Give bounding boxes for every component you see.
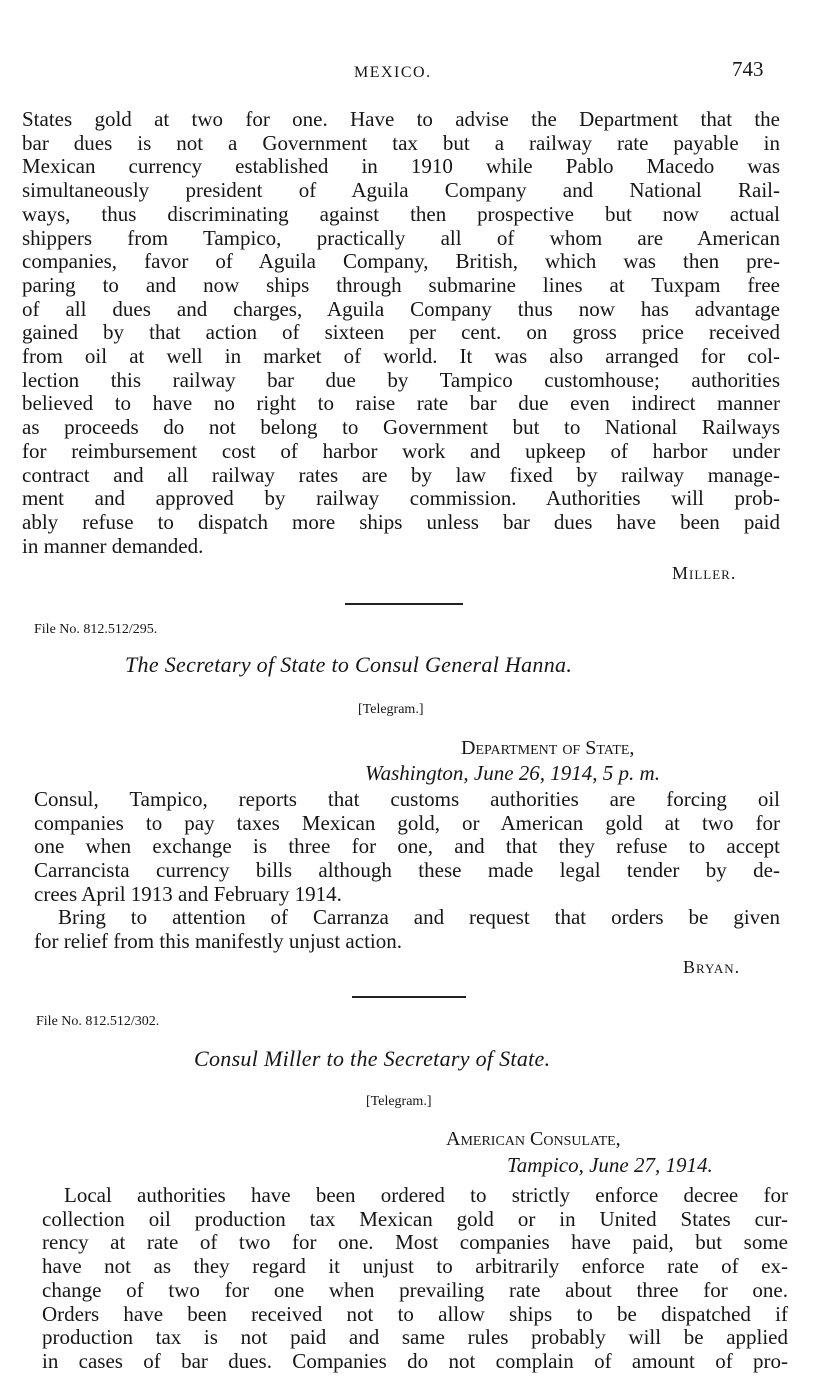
text-line: production tax is not paid and same rules probably will be applied (42, 1325, 788, 1350)
text-line: change of two for one when prevailing rate about three for one. (42, 1277, 788, 1302)
file-number: File No. 812.512/302. (36, 1014, 160, 1029)
telegram-label: [Telegram.] (366, 1094, 432, 1109)
page-number: 743 (732, 57, 764, 81)
text-line: gained by that action of sixteen per cent. on gross price received (22, 320, 780, 345)
text-line: Consul, Tampico, reports that customs authorities are forcing oil (34, 787, 780, 811)
text-line: of all dues and charges, Aguila Company thus now has advantage (22, 296, 780, 321)
file-number: File No. 812.512/295. (34, 622, 158, 637)
text-line: lection this railway bar due by Tampico customhouse; authorities (22, 367, 780, 392)
text-line: paring to and now ships through submarine lines at Tuxpam free (22, 272, 780, 297)
text-line: one when exchange is three for one, and that they refuse to accept (34, 834, 780, 859)
text-line: Carrancista currency bills although these made legal tender by de- (34, 858, 780, 883)
text-line: crees April 1913 and February 1914. (34, 881, 342, 906)
dateline: Washington, June 26, 1914, 5 p. m. (365, 761, 660, 785)
text-line: bar dues is not a Government tax but a railway rate payable in (22, 130, 780, 155)
text-line: rency at rate of two for one. Most companies have paid, but some (42, 1230, 788, 1255)
text-line: simultaneously president of Aguila Company and National Rail- (22, 178, 780, 203)
text-line: Mexican currency established in 1910 while Pablo Macedo was (22, 154, 780, 179)
text-line: companies, favor of Aguila Company, British, which was then pre- (22, 249, 780, 274)
sender-line: American Consulate, (446, 1128, 621, 1150)
text-line: as proceeds do not belong to Government but to National Railways (22, 415, 780, 440)
text-line: Local authorities have been ordered to strictly enforce decree for (64, 1183, 788, 1207)
doc2-paragraph-2 (34, 906, 780, 953)
text-line: Bring to attention of Carranza and request that orders be given (58, 905, 780, 929)
running-head: MEXICO. (354, 64, 432, 81)
text-line: from oil at well in market of world. It was also arranged for col- (22, 344, 780, 369)
text-line: have not as they regard it unjust to arbitrarily enforce rate of ex- (42, 1254, 788, 1279)
text-line: for relief from this manifestly unjust action. (34, 928, 402, 953)
text-line: States gold at two for one. Have to advise the Department that the (22, 107, 780, 131)
signature-miller: Miller. (672, 563, 737, 583)
text-line: shippers from Tampico, practically all of whom are American (22, 225, 780, 250)
text-line: contract and all railway rates are by law fixed by railway manage- (22, 462, 780, 487)
text-line: Orders have been received not to allow ships to be dispatched if (42, 1301, 788, 1326)
section-divider (345, 603, 463, 605)
doc1-body (22, 108, 780, 558)
document-title: The Secretary of State to Consul General Hanna. (125, 652, 573, 677)
text-line: for reimbursement cost of harbor work and upkeep of harbor under (22, 438, 780, 463)
signature-bryan: Bryan. (683, 957, 741, 977)
telegram-label: [Telegram.] (358, 702, 424, 717)
sender-line: Department of State, (461, 737, 635, 759)
text-line: collection oil production tax Mexican gold or in United States cur- (42, 1206, 788, 1231)
text-line: ways, thus discriminating against then prospective but now actual (22, 201, 780, 226)
text-line: ably refuse to dispatch more ships unless bar dues have been paid (22, 509, 780, 534)
document-title: Consul Miller to the Secretary of State. (194, 1046, 551, 1071)
text-line: in manner demanded. (22, 533, 204, 558)
text-line: in cases of bar dues. Companies do not complain of amount of pro- (42, 1348, 788, 1373)
doc3-paragraph-1 (42, 1184, 788, 1374)
text-line: companies to pay taxes Mexican gold, or American gold at two for (34, 810, 780, 835)
dateline: Tampico, June 27, 1914. (507, 1153, 713, 1177)
section-divider (352, 996, 466, 998)
text-line: ment and approved by railway commission. Authorities will prob- (22, 486, 780, 511)
text-line: believed to have no right to raise rate bar due even indirect manner (22, 391, 780, 416)
doc2-paragraph-1 (34, 788, 780, 907)
